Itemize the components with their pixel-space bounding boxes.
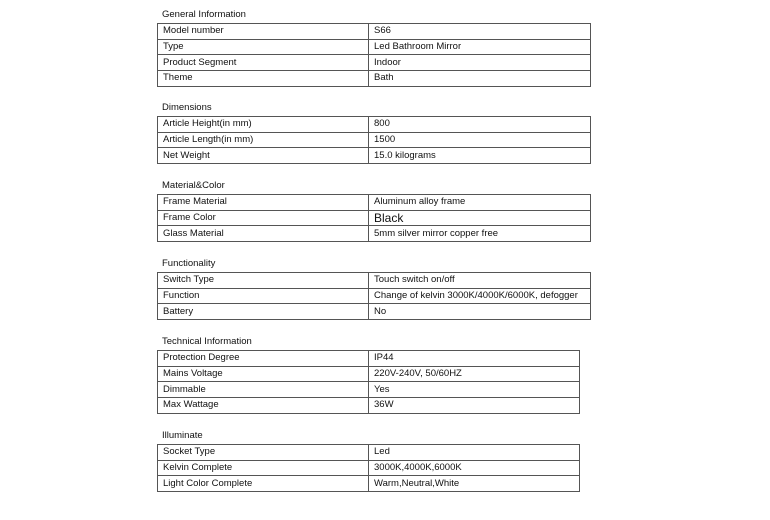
table-row — [158, 148, 591, 164]
table-row — [158, 366, 580, 382]
spec-label: Glass Material — [158, 226, 369, 242]
spec-value: Indoor — [369, 55, 591, 71]
section-illuminate — [157, 429, 580, 492]
section-title: General Information — [162, 9, 246, 20]
table-row — [158, 460, 580, 476]
spec-label: Light Color Complete — [158, 476, 369, 492]
spec-table — [157, 194, 591, 242]
section-title: Dimensions — [162, 102, 212, 113]
spec-label: Socket Type — [158, 445, 369, 461]
spec-value: S66 — [369, 24, 591, 40]
table-row — [158, 273, 591, 289]
spec-value: Yes — [369, 382, 580, 398]
spec-label: Frame Material — [158, 195, 369, 211]
spec-label: Net Weight — [158, 148, 369, 164]
spec-label: Model number — [158, 24, 369, 40]
table-row — [158, 55, 591, 71]
table-row — [158, 71, 591, 87]
spec-value: Touch switch on/off — [369, 273, 591, 289]
spec-value: 15.0 kilograms — [369, 148, 591, 164]
spec-label: Mains Voltage — [158, 366, 369, 382]
spec-label: Article Height(in mm) — [158, 117, 369, 133]
table-row — [158, 351, 580, 367]
spec-value: Led — [369, 445, 580, 461]
table-row — [158, 24, 591, 40]
spec-table — [157, 23, 591, 87]
spec-label: Function — [158, 288, 369, 304]
spec-label: Battery — [158, 304, 369, 320]
section-technical-information — [157, 335, 580, 414]
spec-label: Product Segment — [158, 55, 369, 71]
table-row — [158, 304, 591, 320]
table-row — [158, 445, 580, 461]
table-row — [158, 382, 580, 398]
spec-label: Type — [158, 39, 369, 55]
spec-label: Dimmable — [158, 382, 369, 398]
section-title: Material&Color — [162, 180, 225, 191]
table-row — [158, 117, 591, 133]
table-row — [158, 476, 580, 492]
spec-value: Change of kelvin 3000K/4000K/6000K, defogger — [369, 288, 591, 304]
spec-value: 1500 — [369, 132, 591, 148]
section-title: Illuminate — [162, 430, 203, 441]
spec-label: Frame Color — [158, 210, 369, 226]
spec-value: Black — [369, 210, 591, 226]
spec-value: 36W — [369, 398, 580, 414]
table-row — [158, 288, 591, 304]
spec-label: Article Length(in mm) — [158, 132, 369, 148]
section-material-color — [157, 179, 591, 242]
spec-label: Max Wattage — [158, 398, 369, 414]
spec-table — [157, 116, 591, 164]
spec-value: No — [369, 304, 591, 320]
section-functionality — [157, 257, 591, 320]
spec-table — [157, 444, 580, 492]
spec-table — [157, 350, 580, 414]
spec-value: Led Bathroom Mirror — [369, 39, 591, 55]
table-row — [158, 226, 591, 242]
spec-value: 5mm silver mirror copper free — [369, 226, 591, 242]
spec-label: Theme — [158, 71, 369, 87]
spec-value: 220V-240V, 50/60HZ — [369, 366, 580, 382]
section-dimensions — [157, 101, 591, 164]
spec-table — [157, 272, 591, 320]
spec-value: 3000K,4000K,6000K — [369, 460, 580, 476]
table-row — [158, 39, 591, 55]
section-title: Functionality — [162, 258, 216, 269]
spec-value: IP44 — [369, 351, 580, 367]
spec-value: 800 — [369, 117, 591, 133]
spec-value: Aluminum alloy frame — [369, 195, 591, 211]
spec-label: Switch Type — [158, 273, 369, 289]
spec-value: Warm,Neutral,White — [369, 476, 580, 492]
table-row — [158, 195, 591, 211]
table-row — [158, 398, 580, 414]
spec-label: Kelvin Complete — [158, 460, 369, 476]
table-row — [158, 132, 591, 148]
table-row — [158, 210, 591, 226]
spec-value: Bath — [369, 71, 591, 87]
section-title: Technical Information — [162, 336, 252, 347]
section-general-information — [157, 8, 591, 87]
spec-label: Protection Degree — [158, 351, 369, 367]
